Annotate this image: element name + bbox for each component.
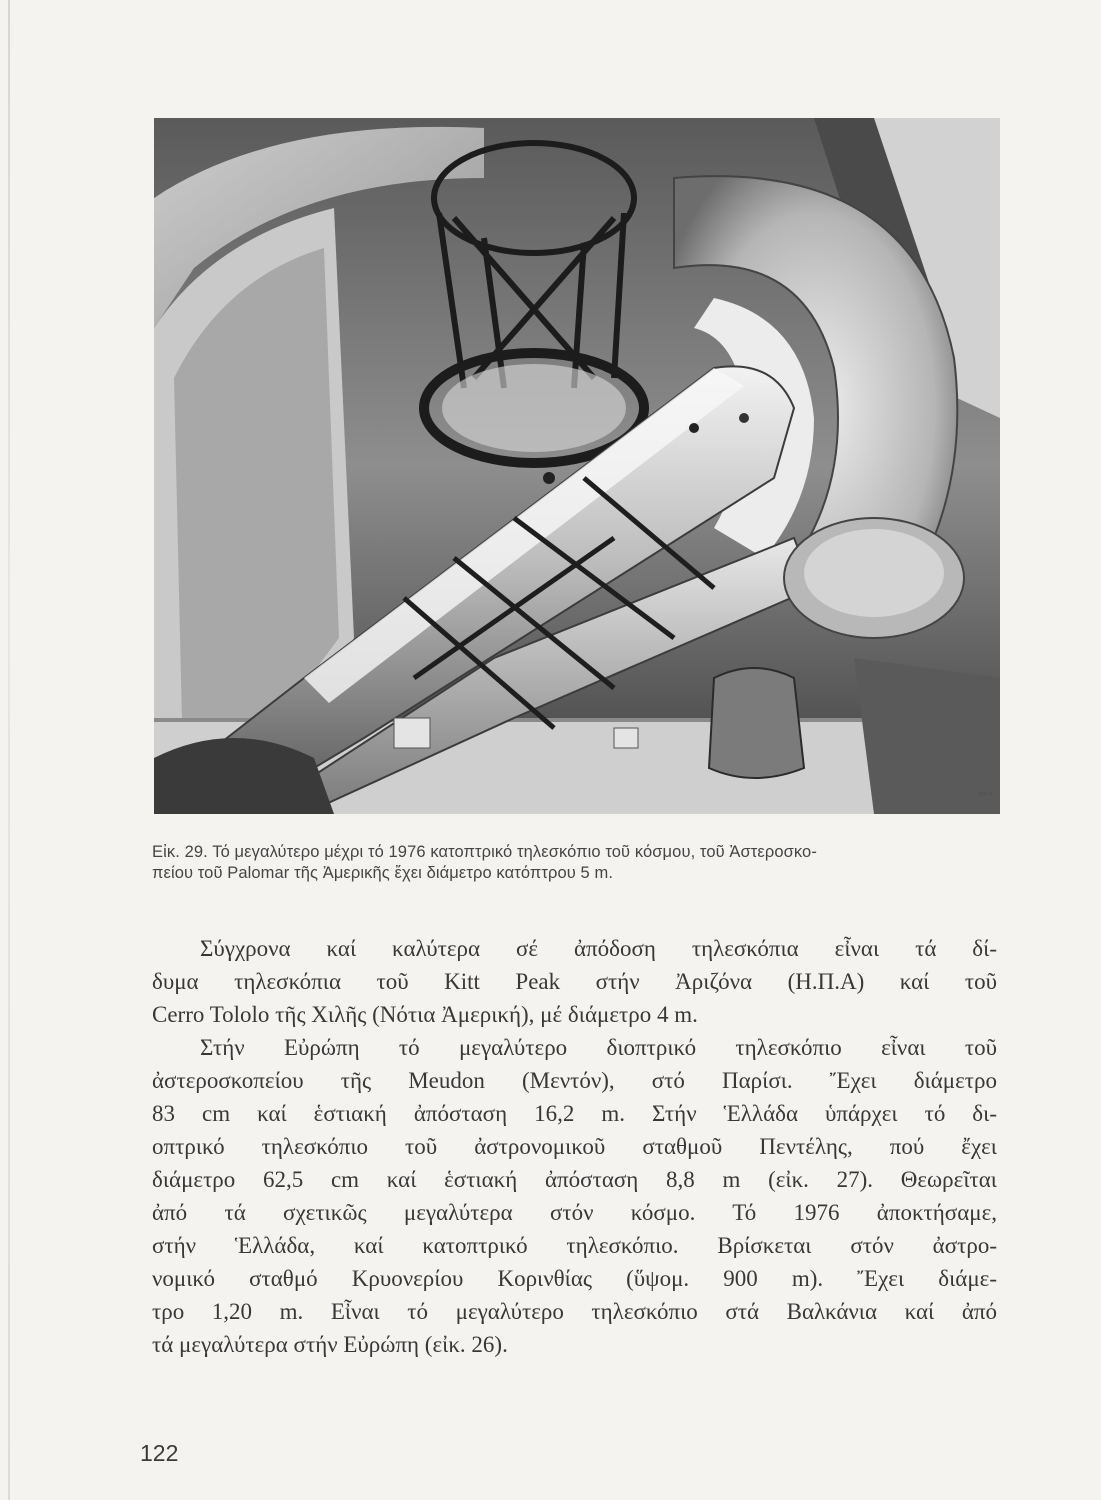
text-line: οπτρικό τηλεσκόπιο τοῦ ἀστρονομικοῦ σταθμοῦ Πεντέλης, πού ἔχει <box>152 1134 997 1159</box>
telescope-illustration <box>154 118 1000 814</box>
text-line: ἀστεροσκοπείου τῆς Meudon (Μεντόν), στό Παρίσι. Ἔχει διάμετρο <box>152 1068 997 1093</box>
text-line: Σύγχρονα καί καλύτερα σέ ἀπόδοση τηλεσκόπια εἶναι τά δί- <box>200 936 997 961</box>
caption-line: πείου τοῦ Palomar τῆς Ἀμερικῆς ἔχει διάμετρο κατόπτρου 5 m. <box>152 864 614 882</box>
text-line: στήν Ἑλλάδα, καί κατοπτρικό τηλεσκόπιο. Βρίσκεται στόν ἀστρο- <box>152 1233 997 1258</box>
scan-mark: ••• <box>978 785 993 801</box>
text-line: Στήν Εὐρώπη τό μεγαλύτερο διοπτρικό τηλεσκόπιο εἶναι τοῦ <box>200 1035 997 1060</box>
caption-line: Εἰκ. 29. Τό μεγαλύτερο μέχρι τό 1976 κατοπτρικό τηλεσκόπιο τοῦ κόσμου, τοῦ Ἀστεροσκο- <box>152 843 817 861</box>
body-paragraphs <box>152 932 997 1361</box>
text-line: τρο 1,20 m. Εἶναι τό μεγαλύτερο τηλεσκόπιο στά Βαλκάνια καί ἀπό <box>152 1299 997 1324</box>
telescope-photo <box>154 118 1000 814</box>
page-edge <box>8 0 10 1500</box>
text-line: τά μεγαλύτερα στήν Εὐρώπη (εἰκ. 26). <box>152 1332 508 1357</box>
page-number: 122 <box>140 1440 179 1466</box>
text-line: δυμα τηλεσκόπια τοῦ Kitt Peak στήν Ἀριζόνα (Η.Π.Α) καί τοῦ <box>152 969 997 994</box>
text-line: διάμετρο 62,5 cm καί ἑστιακή ἀπόσταση 8,8 m (εἰκ. 27). Θεωρεῖται <box>152 1167 997 1192</box>
text-line: νομικό σταθμό Κρυονερίου Κορινθίας (ὕψομ. 900 m). Ἔχει διάμε- <box>152 1266 997 1291</box>
text-line: 83 cm καί ἑστιακή ἀπόσταση 16,2 m. Στήν Ἑλλάδα ὑπάρχει τό δι- <box>152 1101 997 1126</box>
text-line: ἀπό τά σχετικῶς μεγαλύτερα στόν κόσμο. Τό 1976 ἀποκτήσαμε, <box>152 1200 997 1225</box>
figure-caption <box>152 842 1007 884</box>
text-line: Cerro Tololo τῆς Χιλῆς (Νότια Ἀμερική), μέ διάμετρο 4 m. <box>152 1002 698 1027</box>
